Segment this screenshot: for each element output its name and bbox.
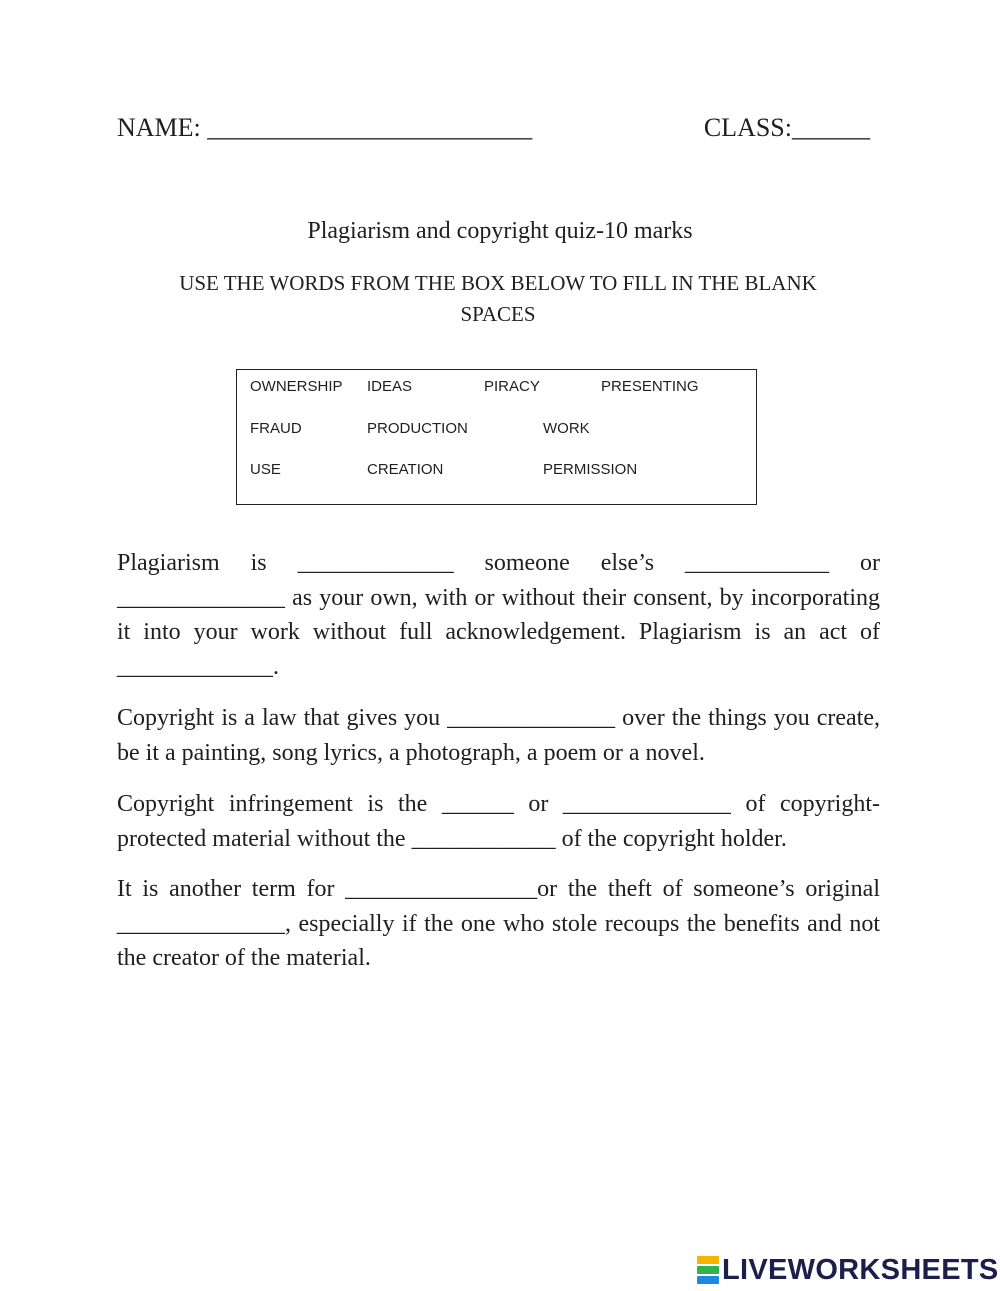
word-bank-item: CREATION [367, 461, 444, 478]
word-bank-item: FRAUD [250, 420, 302, 437]
logo-bar [697, 1266, 719, 1274]
word-bank-item: WORK [543, 420, 590, 437]
word-bank-item: PRODUCTION [367, 420, 468, 437]
word-bank-item: USE [250, 461, 281, 478]
word-bank-item: PIRACY [484, 378, 540, 395]
logo-text: LIVEWORKSHEETS [722, 1253, 999, 1286]
name-field: NAME: _________________________ [117, 113, 533, 142]
quiz-paragraph: Copyright is a law that gives you ______________ over the things you create, be it a painting, song lyrics, a photograph, a poem or a novel. [117, 705, 880, 766]
liveworksheets-logo [697, 1253, 999, 1287]
instruction-text: USE THE WORDS FROM THE BOX BELOW TO FILL IN THE BLANK SPACES [179, 271, 817, 326]
word-bank-box [236, 369, 757, 505]
class-field: CLASS:______ [703, 113, 870, 142]
quiz-paragraph: Plagiarism is _____________ someone else’s ____________ or ______________ as your own, with or without their consent, by incorporating it into your work without full acknowledgement. Plagiarism is an act of _____________. [117, 550, 880, 680]
quiz-title: Plagiarism and copyright quiz-10 marks [307, 218, 693, 244]
quiz-paragraph: It is another term for ________________or the theft of someone’s original ______________, especially if the one who stole recoups the benefits and not the creator of the material. [117, 876, 880, 971]
quiz-paragraph: Copyright infringement is the ______ or ______________ of copyright-protected material without the ____________ of the copyright holder. [117, 791, 880, 852]
word-bank-item: PERMISSION [543, 461, 638, 478]
liveworksheets-logo-icon [697, 1255, 719, 1285]
word-bank-item: IDEAS [367, 378, 413, 395]
logo-bar [697, 1276, 719, 1284]
word-bank-item: PRESENTING [601, 378, 699, 395]
word-bank-item: OWNERSHIP [250, 378, 343, 395]
logo-bar [697, 1256, 719, 1264]
